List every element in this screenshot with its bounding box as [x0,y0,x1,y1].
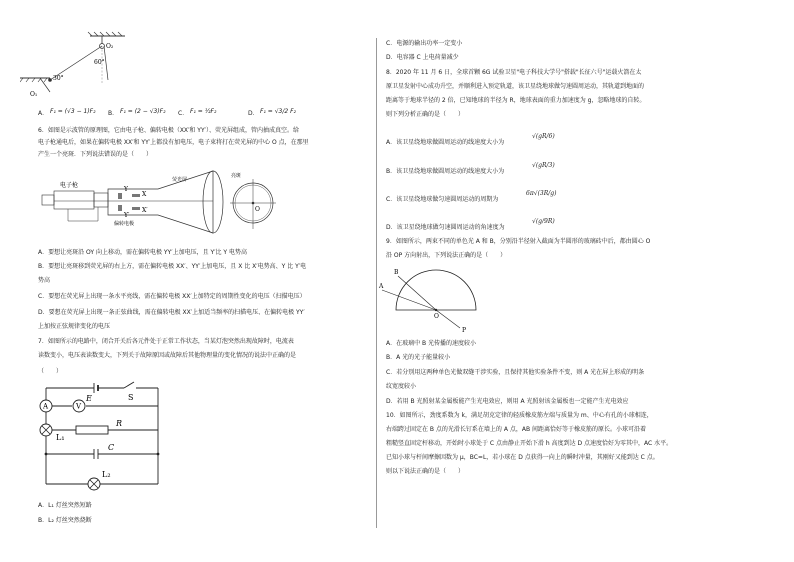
q7-option-d: D．电容器 C 上电荷量减少 [386,54,459,61]
fig5-label-30: 30° [53,75,64,82]
q6-option-d: D．要想在荧光屏上出现一条正弦曲线，需在偏转电极 XX′上加适当频率的扫描电压、在偏转电极 YY′ [38,309,305,316]
figure-q5-pulley [20,30,130,100]
q10-line-4: 已知小球与杆间摩擦因数为 μ，BC=L，若小球在 D 点获得一向上的瞬时冲量，其刚好又能到达 C 点。 [386,454,659,461]
q8-line-4: 则下列分析正确的是（ ） [386,111,465,118]
fig7-label-s: S [128,393,134,402]
q9-line-2: 沿 OP 方向射出，下列说法正确的是（ ） [386,252,507,259]
q7-line-2: 读数变小，电压表读数变大，下列关于故障原因或故障后其他物理量的变化情况的说法中正确的是 [38,352,297,359]
fig7-label-r: R [116,419,123,428]
q6-option-b: B．要想让亮斑移到荧光屏的右上方，需在偏转电极 XX′、YY′上加电压，且 X 比 X′电势高、Y 比 Y′电 [38,263,307,270]
fig9-label-p: P [462,327,467,334]
fig6-label-gun: 电子枪 [60,182,79,189]
fig7-label-l1: L₁ [56,433,65,442]
fig6-label-deflect: 偏转电极 [114,221,135,227]
q8-option-d-formula: √(g/9R) [532,218,555,225]
fig7-label-c: C [108,443,115,452]
q8-line-3: 距离等于地球半径的 2 倍，已知地球的半径为 R，地球表面的重力加速度为 g，忽略地球的自转。 [386,97,646,104]
figure-q6-oscilloscope-tube [38,163,276,243]
q8-option-a-formula: √(gR/6) [532,133,555,140]
fig5-label-o1: O₁ [30,91,38,98]
fig6-label-bright: 亮斑 [231,173,242,179]
fig6-label-screen: 荧光屏 [172,177,188,183]
q5-option-a: F₁ = (√3 − 1)F₂ [50,108,96,115]
fig9-label-b: B [394,269,399,276]
fig7-label-a: A [43,402,49,411]
q6-line-3: 产生一个亮斑．下列说法错误的是（ ） [38,151,153,158]
q6-line-2: 电子枪通电后，如果在偏转电极 XX′和 YY′上都没有加电压，电子束将打在荧光屏的中心 O 点，在那里 [38,139,309,146]
fig5-label-60: 60° [94,59,105,66]
q8-option-b-formula: √(gR/3) [532,162,555,169]
q7-option-a: A．L₁ 灯丝突然短路 [38,502,92,509]
q10-line-3: 粗糙竖直固定杆移动，开始时小球处于 C 点由静止开始下滑 h 高度到达 D 点速度恰好为零其中，AC 水平。 [386,440,673,447]
fig9-label-o: O [434,313,439,320]
fig6-label-y: Y [124,186,128,193]
q7-line-1: 7．如图所示的电路中，闭合开关后各元件处于正常工作状态，当某灯泡突然出现故障时，电流表 [38,338,294,345]
fig5-label-o2: O₂ [106,43,114,50]
q5-option-d-label: D． [248,110,259,117]
q9-option-c: C．若分别用这两种单色光做双缝干涉实验，且保持其他实验条件不变，则 A 光在屏上形成的明条 [386,369,645,376]
q10-line-2: 右端跨过固定在 B 点的光滑长钉系在墙上的 A 点，AB 间距离恰好等于橡皮筋的原长。小球可沿着 [386,426,646,433]
q8-option-a: A．该卫星绕地球做圆周运动的线速度大小为 [386,139,505,146]
q9-option-c-cont: 纹宽度较小 [386,383,417,390]
q8-option-c-formula: 6π√(3R/g) [526,190,557,197]
q6-option-b-cont: 势高 [38,277,51,284]
figure-q9-semicircle-glass [376,264,496,336]
q8-line-2: 原卫星发射中心成功升空，并顺利进入预定轨道，该卫星绕地球做匀速圆周运动，其轨道到地面的 [386,83,645,90]
fig7-label-v: V [76,402,82,411]
q9-option-a: A．在玻璃中 B 光传播的速度较小 [386,340,477,347]
fig7-label-l2: L₂ [102,470,111,479]
q9-option-d: D．若用 B 光照射某金属板能产生光电效应，则用 A 光照射该金属板也一定能产生光电效应 [386,398,629,405]
q6-line-1: 6．如图是示波管的原理图，它由电子枪、偏转电极（XX′和 YY′）、荧光屏组成，管内抽成真空。给 [38,127,300,134]
q9-option-b: B．A 光的光子能量较小 [386,354,451,361]
q5-option-c-label: C． [178,110,189,117]
q5-option-d: F₁ = √3/2 F₂ [260,108,296,115]
q7-option-c: C．电源的输出功率一定变小 [386,40,463,47]
q6-option-c: C．要想在荧光屏上出现一条水平亮线，需在偏转电极 XX′上加特定的周期性变化的电压（扫描电压） [38,293,306,300]
fig6-label-x: X [142,191,147,198]
q5-option-b-label: B． [108,110,119,117]
q6-option-a: A．要想让亮斑沿 OY 向上移动，需在偏转电极 YY′上加电压，且 Y′比 Y 电势高 [38,249,247,256]
fig6-label-o: O [255,206,260,213]
fig6-label-yp: Y′ [124,212,130,219]
fig6-label-xp: X′ [142,207,148,214]
q10-line-5: 则以下说法正确的是（ ） [386,468,465,475]
q9-line-1: 9．如图所示，两束不同的单色光 A 和 B，分别沿半径射入截面为半圆形的玻璃砖中后，都由圆心 O [386,238,651,245]
fig9-label-a: A [379,283,384,290]
q10-line-1: 10．如图所示，劲度系数为 k，满足胡克定律的轻质橡皮筋左端与质量为 m、中心有孔的小球相连， [386,412,653,419]
q8-option-d: D．该卫星绕地球做匀速圆周运动的角速度为 [386,224,505,231]
fig7-label-e: E [86,394,92,403]
q8-line-1: 8．2020 年 11 月 6 日，全球首颗 6G 试验卫星"电子科技大学号"搭载"长征六号"运载火箭在太 [386,69,642,76]
q8-option-c: C．该卫星绕地球做匀速圆周运动的周期为 [386,196,499,203]
q7-line-3: （ ） [38,368,63,375]
figure-q7-circuit [36,380,166,492]
q7-option-b: B．L₂ 灯丝突然烧断 [38,517,92,524]
q5-option-a-label: A． [38,110,49,117]
q6-option-d-cont: 上加按正弦规律变化的电压 [38,323,111,330]
q8-option-b: B．该卫星绕地球做圆周运动的线速度大小为 [386,168,505,175]
q5-option-c: F₁ = ½F₂ [190,108,217,115]
q5-option-b: F₁ = (2 − √3)F₂ [120,108,166,115]
